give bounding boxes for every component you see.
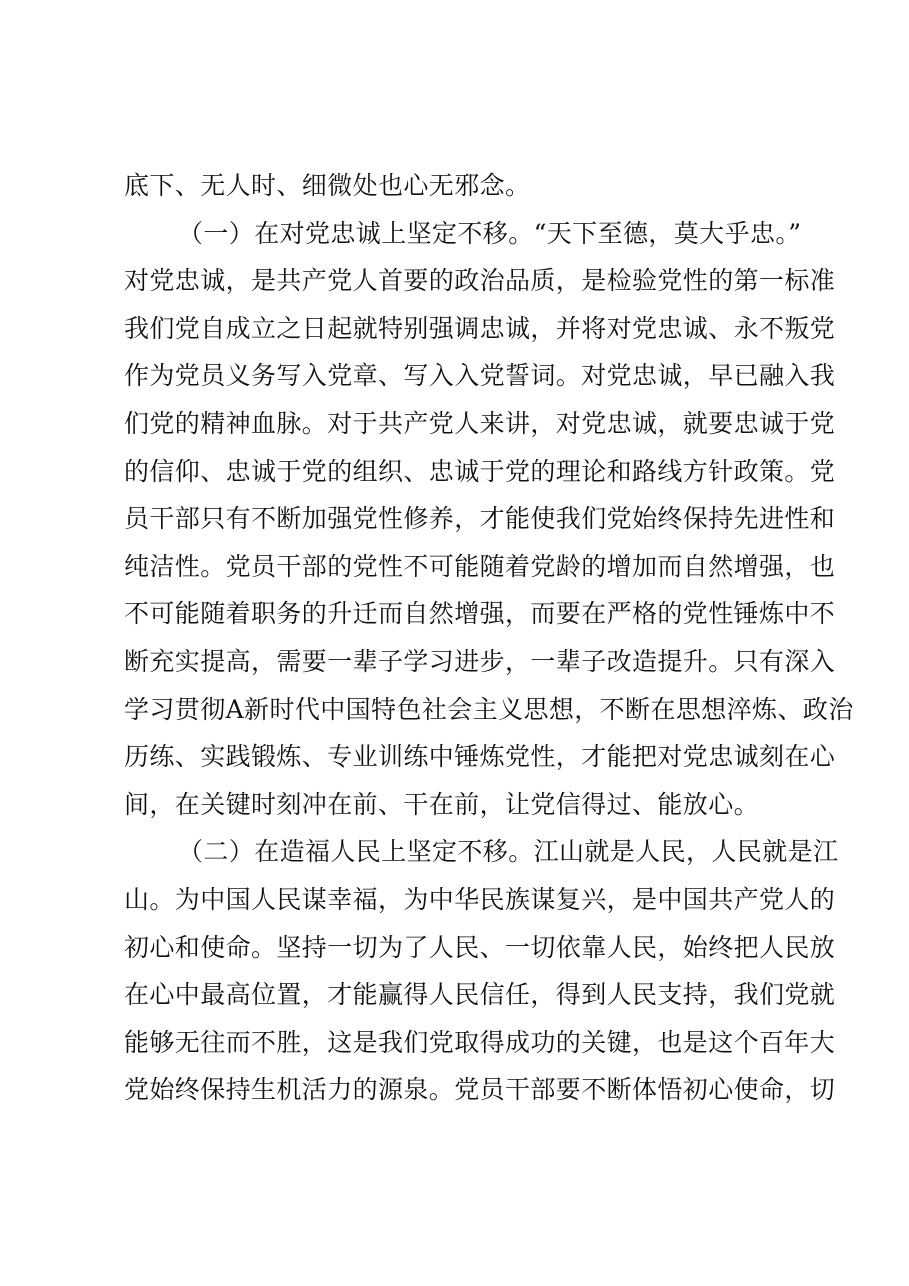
text-line: 在心中最高位置，才能赢得人民信任，得到人民支持，我们党就 — [124, 980, 836, 1010]
text-line: 们党的精神血脉。对于共产党人来讲，对党忠诚，就要忠诚于党 — [124, 408, 836, 438]
paragraph-heading-line: （一）在对党忠诚上坚定不移。“天下至德，莫大乎忠。” — [178, 218, 802, 248]
text-line: 能够无往而不胜，这是我们党取得成功的关键，也是这个百年大 — [124, 1027, 836, 1057]
text-line: 员干部只有不断加强党性修养，才能使我们党始终保持先进性和 — [124, 504, 836, 534]
text-line: 断充实提高，需要一辈子学习进步，一辈子改造提升。只有深入 — [124, 646, 836, 676]
text-line: 历练、实践锻炼、专业训练中锤炼党性，才能把对党忠诚刻在心 — [124, 742, 836, 772]
text-line: 党始终保持生机活力的源泉。党员干部要不断体悟初心使命，切 — [124, 1075, 836, 1105]
text-line: 山。为中国人民谋幸福，为中华民族谋复兴，是中国共产党人的 — [124, 884, 836, 914]
text-line: 学习贯彻A新时代中国特色社会主义思想，不断在思想淬炼、政治 — [124, 694, 854, 724]
text-line: 我们党自成立之日起就特别强调忠诚，并将对党忠诚、永不叛党 — [124, 313, 836, 343]
text-line: 底下、无人时、细微处也心无邪念。 — [124, 171, 531, 200]
text-line: 纯洁性。党员干部的党性不可能随着党龄的增加而自然增强，也 — [124, 551, 836, 581]
text-line: 不可能随着职务的升迁而自然增强，而要在严格的党性锤炼中不 — [124, 599, 836, 629]
body-text — [124, 162, 854, 1114]
text-line: 间，在关键时刻冲在前、干在前，让党信得过、能放心。 — [124, 789, 760, 819]
text-line: 初心和使命。坚持一切为了人民、一切依靠人民，始终把人民放 — [124, 932, 836, 962]
paragraph-heading-line: （二）在造福人民上坚定不移。江山就是人民，人民就是江 — [178, 837, 839, 867]
text-line: 对党忠诚，是共产党人首要的政治品质，是检验党性的第一标准 — [124, 266, 836, 296]
text-line: 作为党员义务写入党章、写入入党誓词。对党忠诚，早已融入我 — [124, 361, 836, 391]
text-line: 的信仰、忠诚于党的组织、忠诚于党的理论和路线方针政策。党 — [124, 456, 836, 486]
